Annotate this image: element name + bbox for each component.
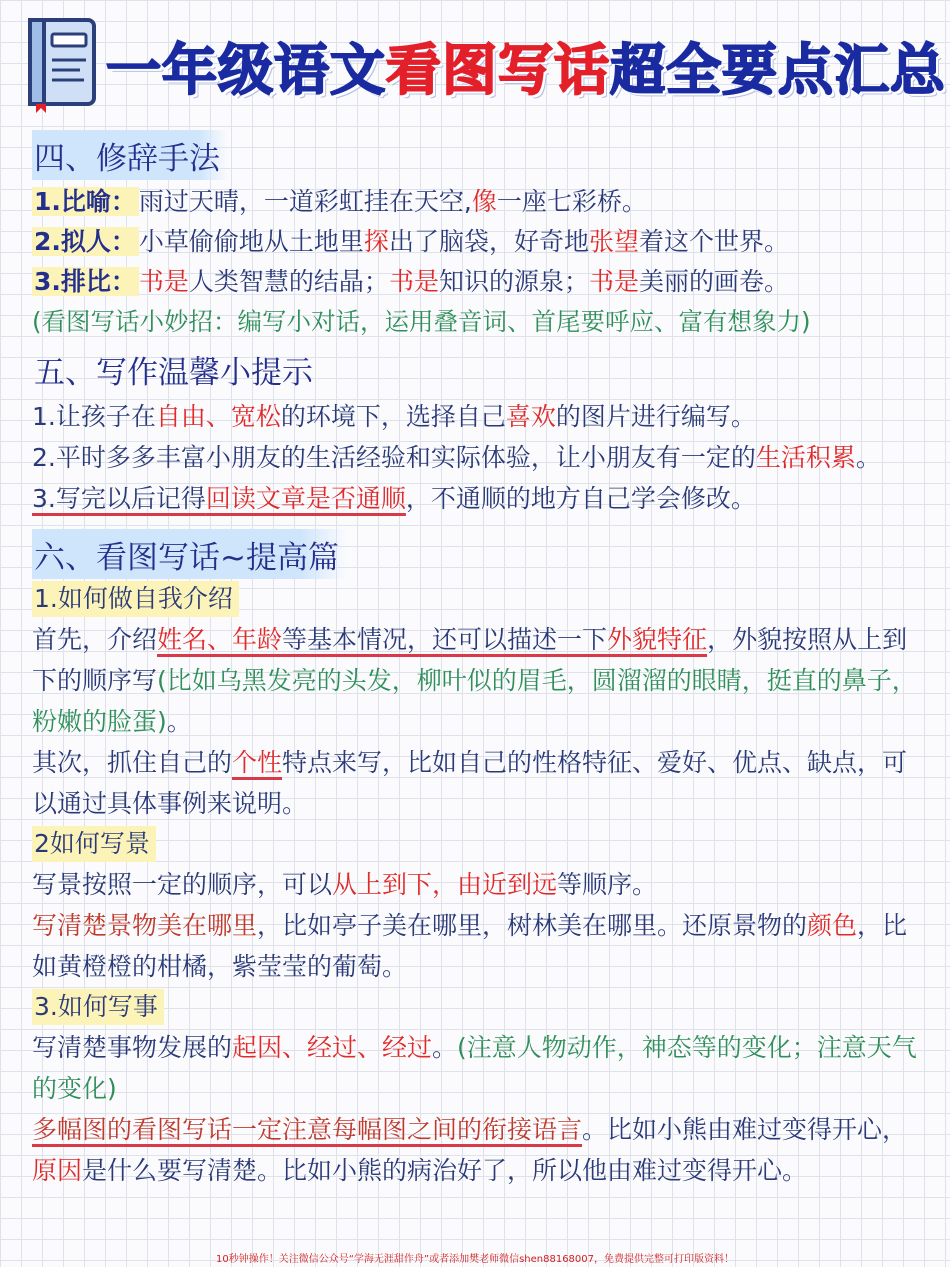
section-heading-rhetoric: 四、修辞手法: [32, 130, 228, 180]
section-heading-advanced: 六、看图写话~提高篇: [32, 529, 347, 579]
header: [0, 0, 950, 120]
page-title: 一年级语文看图写话超全要点汇总: [106, 38, 947, 102]
subheading-self-intro: 1.如何做自我介绍: [32, 581, 239, 617]
events-para-1: 写清楚事物发展的起因、经过、经过。(注意人物动作，神态等的变化；注意天气的变化): [32, 1033, 917, 1103]
personification-line: 2.拟人： 小草偷偷地从土地里探出了脑袋，好奇地张望着这个世界。: [34, 227, 789, 256]
footer-note: 10秒钟操作！关注微信公众号“学海无涯甜作舟”或者添加樊老师微信shen88168007，免费提供完整可打印版资料！: [215, 1254, 735, 1265]
tip-1: 1.让孩子在自由、宽松的环境下，选择自己喜欢的图片进行编写。: [32, 402, 756, 431]
events-para-2: 多幅图的看图写话一定注意每幅图之间的衔接语言。比如小熊由难过变得开心，原因是什么要写清楚。比如小熊的病治好了，所以他由难过变得开心。: [32, 1115, 908, 1185]
scenery-para-2: 写清楚景物美在哪里，比如亭子美在哪里，树林美在哪里。还原景物的颜色，比如黄橙橙的柑橘，紫莹莹的葡萄。: [32, 911, 908, 981]
subheading-events: 3.如何写事: [32, 989, 164, 1025]
subheading-scenery: 2如何写景: [32, 826, 156, 862]
tip-3: 3.写完以后记得回读文章是否通顺，不通顺的地方自己学会修改。: [32, 484, 756, 513]
self-intro-para-2: 其次，抓住自己的个性特点来写，比如自己的性格特征、爱好、优点、缺点，可以通过具体事例来说明。: [32, 748, 908, 818]
tip-2: 2.平时多多丰富小朋友的生活经验和实际体验，让小朋友有一定的生活积累。: [32, 443, 881, 472]
self-intro-para-1: 首先，介绍姓名、年龄等基本情况，还可以描述一下外貌特征，外貌按照从上到下的顺序写(比如乌黑发亮的头发，柳叶似的眉毛，圆溜溜的眼睛，挺直的鼻子，粉嫩的脸蛋)。: [32, 625, 917, 736]
tips-line: (看图写话小妙招：编写小对话，运用叠音词、首尾要呼应、富有想象力): [32, 307, 811, 336]
scenery-para-1: 写景按照一定的顺序，可以从上到下，由近到远等顺序。: [32, 870, 658, 899]
section-heading-writing-tips: 五、写作温馨小提示: [34, 355, 313, 391]
main-content: [32, 130, 922, 1191]
parallelism-line: 3.排比： 书是人类智慧的结晶；书是知识的源泉；书是美丽的画卷。: [34, 267, 789, 296]
book-icon: [22, 14, 100, 114]
simile-line: 1.比喻： 雨过天晴，一道彩虹挂在天空,像一座七彩桥。: [34, 187, 647, 216]
